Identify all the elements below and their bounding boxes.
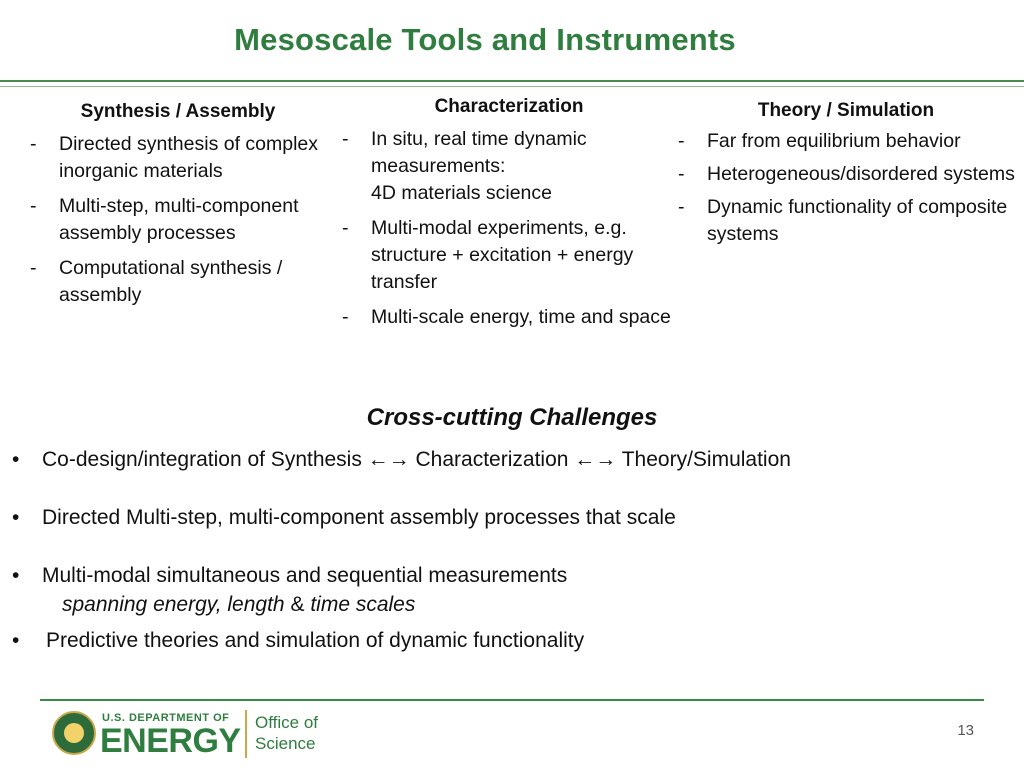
column-synthesis — [28, 96, 328, 309]
bullet-dot: • — [12, 506, 20, 529]
doe-wordmark: ENERGY — [100, 722, 241, 760]
list-item: - Multi-step, multi-component assembly processes — [30, 195, 299, 244]
dash-marker: - — [678, 163, 685, 185]
bullet-item: • Multi-modal simultaneous and sequential measurements spanning energy, length & time scales — [12, 561, 567, 619]
list-item: - Multi-scale energy, time and space — [340, 304, 678, 331]
doe-seal-icon — [52, 711, 96, 755]
list-item: - Multi-modal experiments, e.g. structure + excitation + energy transfer — [342, 217, 634, 293]
list-item: - Heterogeneous/disordered systems — [676, 161, 1016, 188]
slide-title: Mesoscale Tools and Instruments — [234, 22, 736, 57]
office-of-science: Office of Science — [255, 713, 318, 753]
title-divider-thin — [0, 86, 1024, 87]
column-heading: Synthesis / Assembly — [80, 101, 276, 122]
dash-marker: - — [30, 257, 37, 279]
list-item: - Far from equilibrium behavior — [676, 128, 1016, 155]
dash-marker: - — [30, 195, 37, 217]
column-heading: Theory / Simulation — [757, 100, 935, 121]
bullet-item: • Predictive theories and simulation of dynamic functionality — [12, 626, 584, 655]
title-divider — [0, 80, 1024, 82]
list-item: - In situ, real time dynamic measurements: 4D materials science — [342, 128, 587, 204]
bullet-item: • Co-design/integration of Synthesis ←→ Characterization ←→ Theory/Simulation — [12, 445, 791, 474]
dash-marker: - — [678, 130, 685, 152]
list-item: - Directed synthesis of complex inorganic materials — [30, 133, 319, 182]
bullet-item: • Directed Multi-step, multi-component assembly processes that scale — [12, 503, 676, 532]
dash-marker: - — [342, 128, 349, 150]
bullet-dot: • — [12, 629, 20, 652]
dash-marker: - — [678, 196, 685, 218]
dash-marker: - — [342, 306, 349, 328]
page-number: 13 — [957, 722, 974, 739]
cross-cutting-title: Cross-cutting Challenges — [366, 404, 658, 431]
bullet-dot: • — [12, 564, 20, 587]
column-characterization — [340, 96, 678, 331]
column-theory — [676, 96, 1016, 248]
logo-separator — [245, 710, 247, 758]
doe-wordmark-small: U.S. DEPARTMENT OF — [102, 712, 230, 724]
bullet-subline: spanning energy, length & time scales — [62, 593, 416, 616]
dash-marker: - — [30, 133, 37, 155]
column-heading: Characterization — [434, 96, 584, 117]
dash-marker: - — [342, 217, 349, 239]
bullet-dot: • — [12, 448, 20, 471]
footer-divider — [40, 699, 984, 701]
list-item: - Dynamic functionality of composite systems — [678, 196, 1008, 245]
list-item: - Computational synthesis / assembly — [30, 257, 283, 306]
